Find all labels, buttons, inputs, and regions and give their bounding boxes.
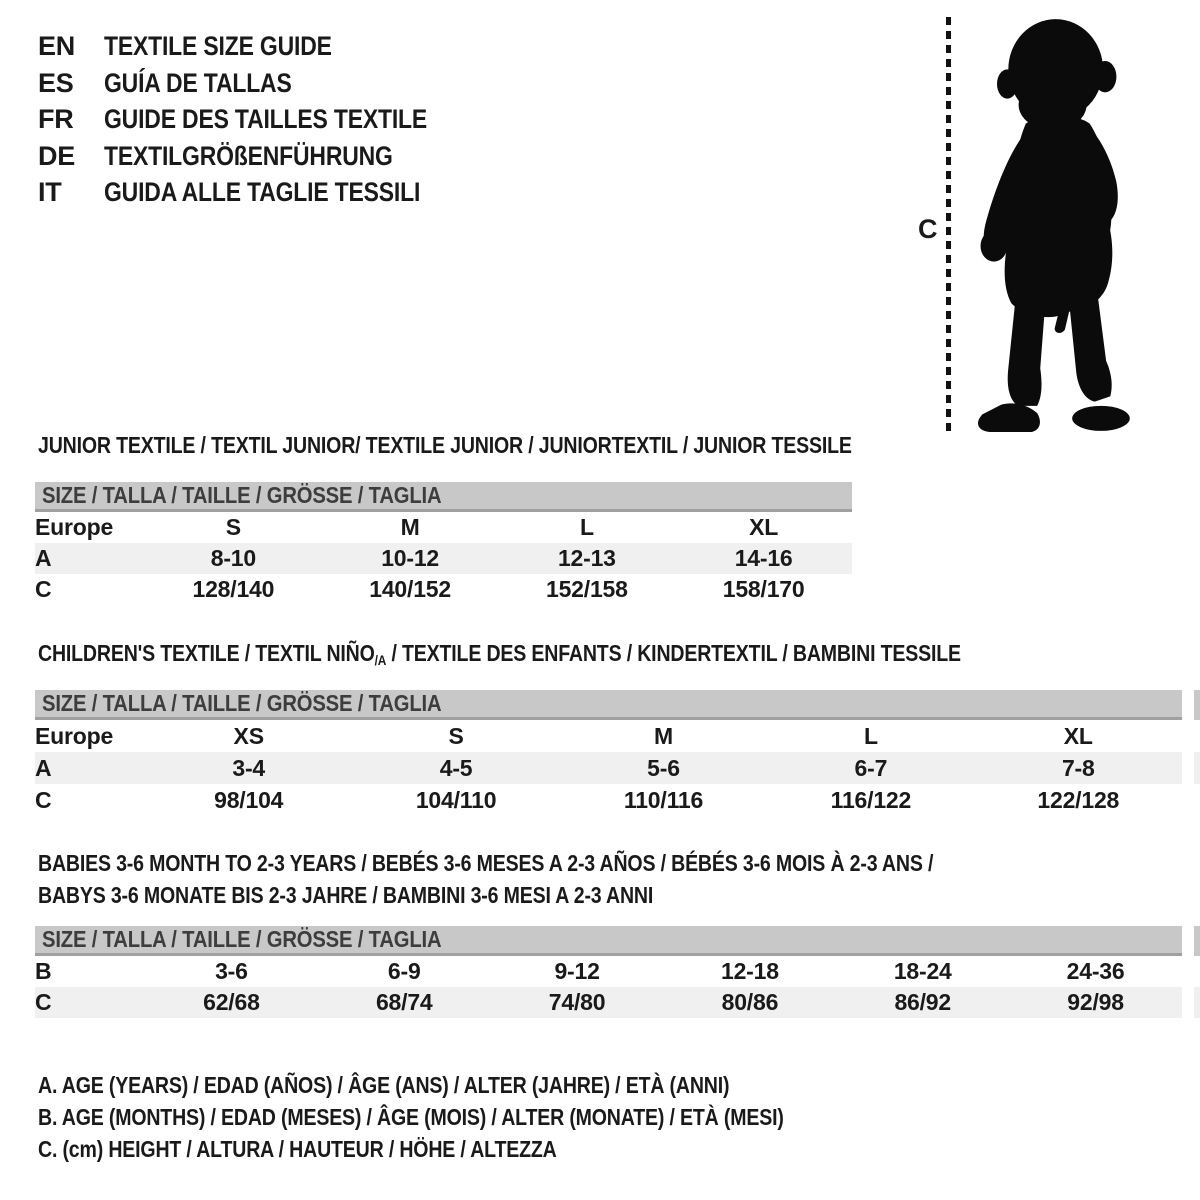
size-table-children xyxy=(35,720,1182,816)
height-cell: 152/158 xyxy=(546,576,628,602)
language-title: TEXTILE SIZE GUIDE xyxy=(104,31,332,61)
age-cell: 5-6 xyxy=(560,752,767,784)
height-cell: 86/92 xyxy=(836,987,1009,1018)
age-cell: 6-7 xyxy=(767,752,974,784)
language-row xyxy=(38,174,484,211)
section-title-text: CHILDREN'S TEXTILE / TEXTIL NIÑO xyxy=(38,640,375,666)
size-header-label: SIZE / TALLA / TAILLE / GRÖSSE / TAGLIA xyxy=(42,482,442,508)
language-title-block xyxy=(38,28,484,211)
age-cell: 3-4 xyxy=(145,752,352,784)
legend-line-c: C. (cm) HEIGHT / ALTURA / HAUTEUR / HÖHE / ALTEZZA xyxy=(38,1136,557,1162)
language-row xyxy=(38,28,484,65)
section-title-babies-line2: BABYS 3-6 MONATE BIS 2-3 JAHRE / BAMBINI 3-6 MESI A 2-3 ANNI xyxy=(38,882,654,908)
size-header-label: SIZE / TALLA / TAILLE / GRÖSSE / TAGLIA xyxy=(42,690,442,716)
age-cell: 18-24 xyxy=(893,958,952,984)
height-cell: 98/104 xyxy=(214,786,284,813)
section-title-children xyxy=(38,640,961,667)
table-edge-fragment xyxy=(1194,926,1200,956)
height-cell: 80/86 xyxy=(663,987,836,1018)
language-title: GUIDE DES TAILLES TEXTILE xyxy=(104,104,428,135)
size-table-babies xyxy=(35,956,1182,1018)
table-edge-fragment xyxy=(1194,987,1200,1018)
height-cell: 140/152 xyxy=(369,576,451,602)
age-cell: 4-5 xyxy=(352,752,559,784)
row-label-cell: C xyxy=(35,576,52,602)
language-code: DE xyxy=(38,140,76,171)
row-label-cell: A xyxy=(35,752,145,784)
size-header-bar-babies xyxy=(35,926,1182,956)
language-title: GUÍA DE TALLAS xyxy=(104,67,292,98)
height-cell: 122/128 xyxy=(1037,786,1120,813)
size-cell: XL xyxy=(1063,722,1093,749)
height-cell: 104/110 xyxy=(415,786,497,813)
table-row xyxy=(35,956,1182,987)
language-row xyxy=(38,101,484,138)
size-header-bar-children xyxy=(35,690,1182,720)
height-cell: 68/74 xyxy=(318,987,491,1018)
table-edge-fragment xyxy=(1194,690,1200,720)
height-cell: 128/140 xyxy=(192,576,275,602)
age-cell: 6-9 xyxy=(387,958,421,984)
language-title: GUIDA ALLE TAGLIE TESSILI xyxy=(104,177,421,208)
language-row xyxy=(38,138,484,175)
size-cell: S xyxy=(448,722,464,749)
age-cell: 9-12 xyxy=(554,958,600,984)
size-cell: L xyxy=(579,514,594,540)
language-code: IT xyxy=(38,177,62,208)
table-row xyxy=(35,987,1182,1018)
height-cell: 110/116 xyxy=(623,786,704,813)
section-title-text: / TEXTILE DES ENFANTS / KINDERTEXTIL / BAMBINI TESSILE xyxy=(386,640,961,666)
language-code: FR xyxy=(38,104,74,135)
size-header-label: SIZE / TALLA / TAILLE / GRÖSSE / TAGLIA xyxy=(42,926,442,952)
language-title: TEXTILGRÖßENFÜHRUNG xyxy=(104,140,393,171)
table-row xyxy=(35,543,852,574)
age-cell: 14-16 xyxy=(675,543,852,574)
row-label-cell: Europe xyxy=(35,514,114,540)
table-edge-fragment xyxy=(1194,752,1200,784)
size-table-junior xyxy=(35,512,852,605)
height-cell: 74/80 xyxy=(491,987,664,1018)
legend-line-b: B. AGE (MONTHS) / EDAD (MESES) / ÂGE (MOIS) / ALTER (MONATE) / ETÀ (MESI) xyxy=(38,1104,784,1130)
age-cell: 24-36 xyxy=(1066,958,1125,984)
height-cell: 158/170 xyxy=(722,576,805,602)
section-title-babies-line1: BABIES 3-6 MONTH TO 2-3 YEARS / BEBÉS 3-6 MESES A 2-3 AÑOS / BÉBÉS 3-6 MOIS À 2-3 ANS / xyxy=(38,850,934,876)
age-cell: 12-18 xyxy=(720,958,779,984)
size-cell: L xyxy=(863,722,878,749)
row-label-cell: C xyxy=(35,786,52,813)
row-label-cell: B xyxy=(35,958,52,984)
table-row xyxy=(35,512,852,543)
age-cell: 8-10 xyxy=(145,543,322,574)
table-row xyxy=(35,752,1182,784)
language-row xyxy=(38,65,484,102)
size-header-bar-junior xyxy=(35,482,852,512)
language-code: EN xyxy=(38,31,76,61)
height-dashed-line-icon xyxy=(945,14,952,434)
size-cell: XL xyxy=(749,514,779,540)
legend-line-a: A. AGE (YEARS) / EDAD (AÑOS) / ÂGE (ANS) / ALTER (JAHRE) / ETÀ (ANNI) xyxy=(38,1072,730,1098)
size-cell: M xyxy=(400,514,420,540)
height-cell: 92/98 xyxy=(1009,987,1182,1018)
row-label-cell: A xyxy=(35,543,145,574)
size-cell: M xyxy=(653,722,673,749)
age-cell: 12-13 xyxy=(499,543,676,574)
height-cell: 62/68 xyxy=(145,987,318,1018)
age-cell: 10-12 xyxy=(322,543,499,574)
row-label-cell: C xyxy=(35,987,145,1018)
height-measure-label: C xyxy=(918,214,938,244)
age-cell: 3-6 xyxy=(215,958,248,984)
section-title-subscript: /A xyxy=(374,652,387,668)
baby-silhouette-icon xyxy=(962,15,1137,433)
table-row xyxy=(35,784,1182,816)
row-label-cell: Europe xyxy=(35,722,114,749)
age-cell: 7-8 xyxy=(975,752,1182,784)
section-title-junior: JUNIOR TEXTILE / TEXTIL JUNIOR/ TEXTILE JUNIOR / JUNIORTEXTIL / JUNIOR TESSILE xyxy=(38,432,852,458)
height-cell: 116/122 xyxy=(830,786,912,813)
language-code: ES xyxy=(38,67,74,98)
table-row xyxy=(35,574,852,605)
size-cell: XS xyxy=(233,722,264,749)
table-row xyxy=(35,720,1182,752)
size-cell: S xyxy=(225,514,241,540)
